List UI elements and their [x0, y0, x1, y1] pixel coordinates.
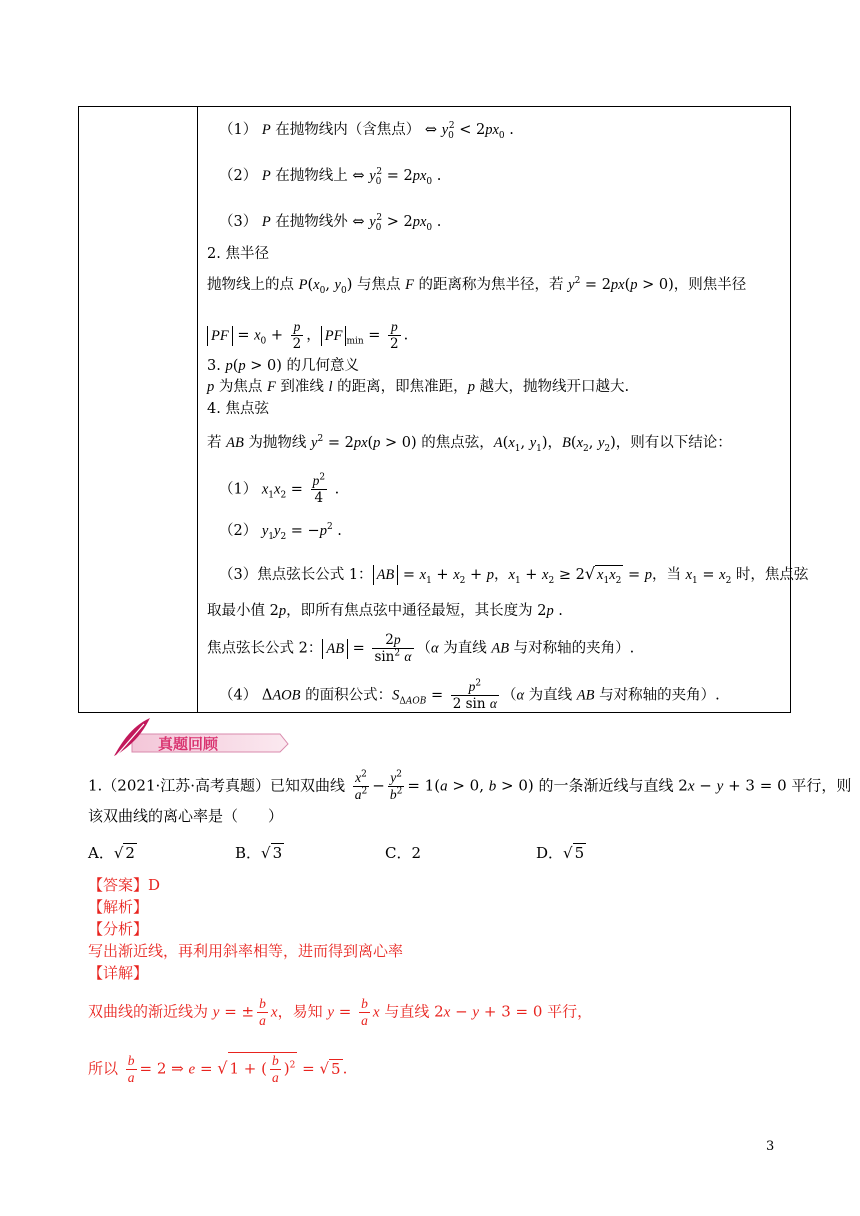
position-inside: （1） P 在抛物线内（含焦点） ⇔ $y_0^2 < 2px_0$ .: [219, 121, 514, 141]
detail-label: 【详解】: [88, 964, 149, 982]
section-banner: [110, 716, 290, 760]
problem-statement: 1.（2021·江苏·高考真题）已知双曲线 $\frac{x^2}{a^2}$ − $\frac{y^2}{b^2}$ = 1(a > 0, b > 0) 的一条渐近线与直线 2x − y + 3 = 0 平行，则: [88, 769, 852, 802]
answer-label: 【答案】D: [88, 876, 161, 894]
heading-focal-chord: 4. 焦点弦: [207, 401, 269, 417]
p-meaning-desc: p 为焦点 F 到准线 l 的距离，即焦准距，p 越大，抛物线开口越大.: [207, 379, 630, 395]
option-d: D．√ 5: [536, 844, 585, 862]
conclusion-4: （4） ΔAOB 的面积公式：$S_{\Delta AOB}$ = $\frac{p^2}{\text{2 sin α}}$ （α 为直线 AB 与对称轴的夹角）.: [219, 678, 720, 712]
position-outside: （3） P 在抛物线外 ⇔ $y_0^2 > 2px_0$ .: [219, 213, 442, 233]
focal-radius-formula: PF = $x_0$ + $\frac{p}{2}$ ， PF $_{min}$ = $\frac{p}{2}$ .: [207, 319, 408, 352]
focal-radius-desc: 抛物线上的点 $P(x_0$, $y_0$) 与焦点 F 的距离称为焦半径，若 $y^2 = 2px(p > 0)$，则焦半径: [207, 276, 747, 296]
problem-statement-cont: 该双曲线的离心率是（ ）: [88, 807, 284, 825]
conclusion-1: （1） $x_1x_2$ = $\frac{p^2}{4}$ .: [219, 472, 340, 506]
focal-chord-formula-2: 焦点弦长公式 2： AB = $\frac{2p}{\sin^2 \alpha}$ （α 为直线 AB 与对称轴的夹角）.: [207, 632, 635, 665]
option-b: B．√ 3: [235, 844, 283, 862]
option-c: C．2: [385, 844, 422, 862]
position-on: （2） P 在抛物线上 ⇔ $y_0^2 = 2px_0$ .: [219, 167, 442, 187]
heading-p-meaning: 3. p(p > 0) 的几何意义: [207, 358, 359, 374]
formula-table: [78, 106, 809, 713]
analysis-label: 【解析】: [88, 898, 149, 916]
option-a: A．√ 2: [88, 844, 135, 862]
fenxi-label: 【分析】: [88, 920, 149, 938]
table-content-cell: [207, 107, 809, 712]
fenxi-text: 写出渐近线，再利用斜率相等，进而得到离心率: [88, 942, 404, 960]
conclusion-2: （2） $y_1y_2 = -p^2$ .: [219, 522, 342, 542]
heading-focal-radius: 2. 焦半径: [207, 246, 269, 262]
banner-graphic: [110, 716, 290, 760]
detail-line-2: 所以 $\frac{b}{a}$ = 2 ⇒ e = √ 1 + ( $\frac{b}{a}$ )$^2$ = √ 5 .: [88, 1053, 348, 1085]
detail-line-1: 双曲线的渐近线为 y = ± $\frac{b}{a}$ x，易知 y = $\frac{b}{a}$ x 与直线 2x − y + 3 = 0 平行，: [88, 996, 593, 1028]
focal-chord-desc: 若 AB 为抛物线 $y^2 = 2px(p > 0)$ 的焦点弦，$A(x_1$, $y_1$)，$B(x_2$, $y_2$)，则有以下结论：: [207, 434, 732, 454]
table-column-divider: [197, 107, 198, 712]
page-number: 3: [766, 1139, 775, 1154]
conclusion-3: （3）焦点弦长公式 1： AB = $x_1 + x_2 + p$，$x_1 + x_2 \ge 2√$ $x_1x_2 = p$，当 $x_1 = x_2$ 时，焦点弦: [219, 564, 809, 586]
banner-title: 真题回顾: [158, 735, 219, 753]
conclusion-3-cont: 取最小值 2p，即所有焦点弦中通径最短，其长度为 2p .: [207, 603, 563, 619]
